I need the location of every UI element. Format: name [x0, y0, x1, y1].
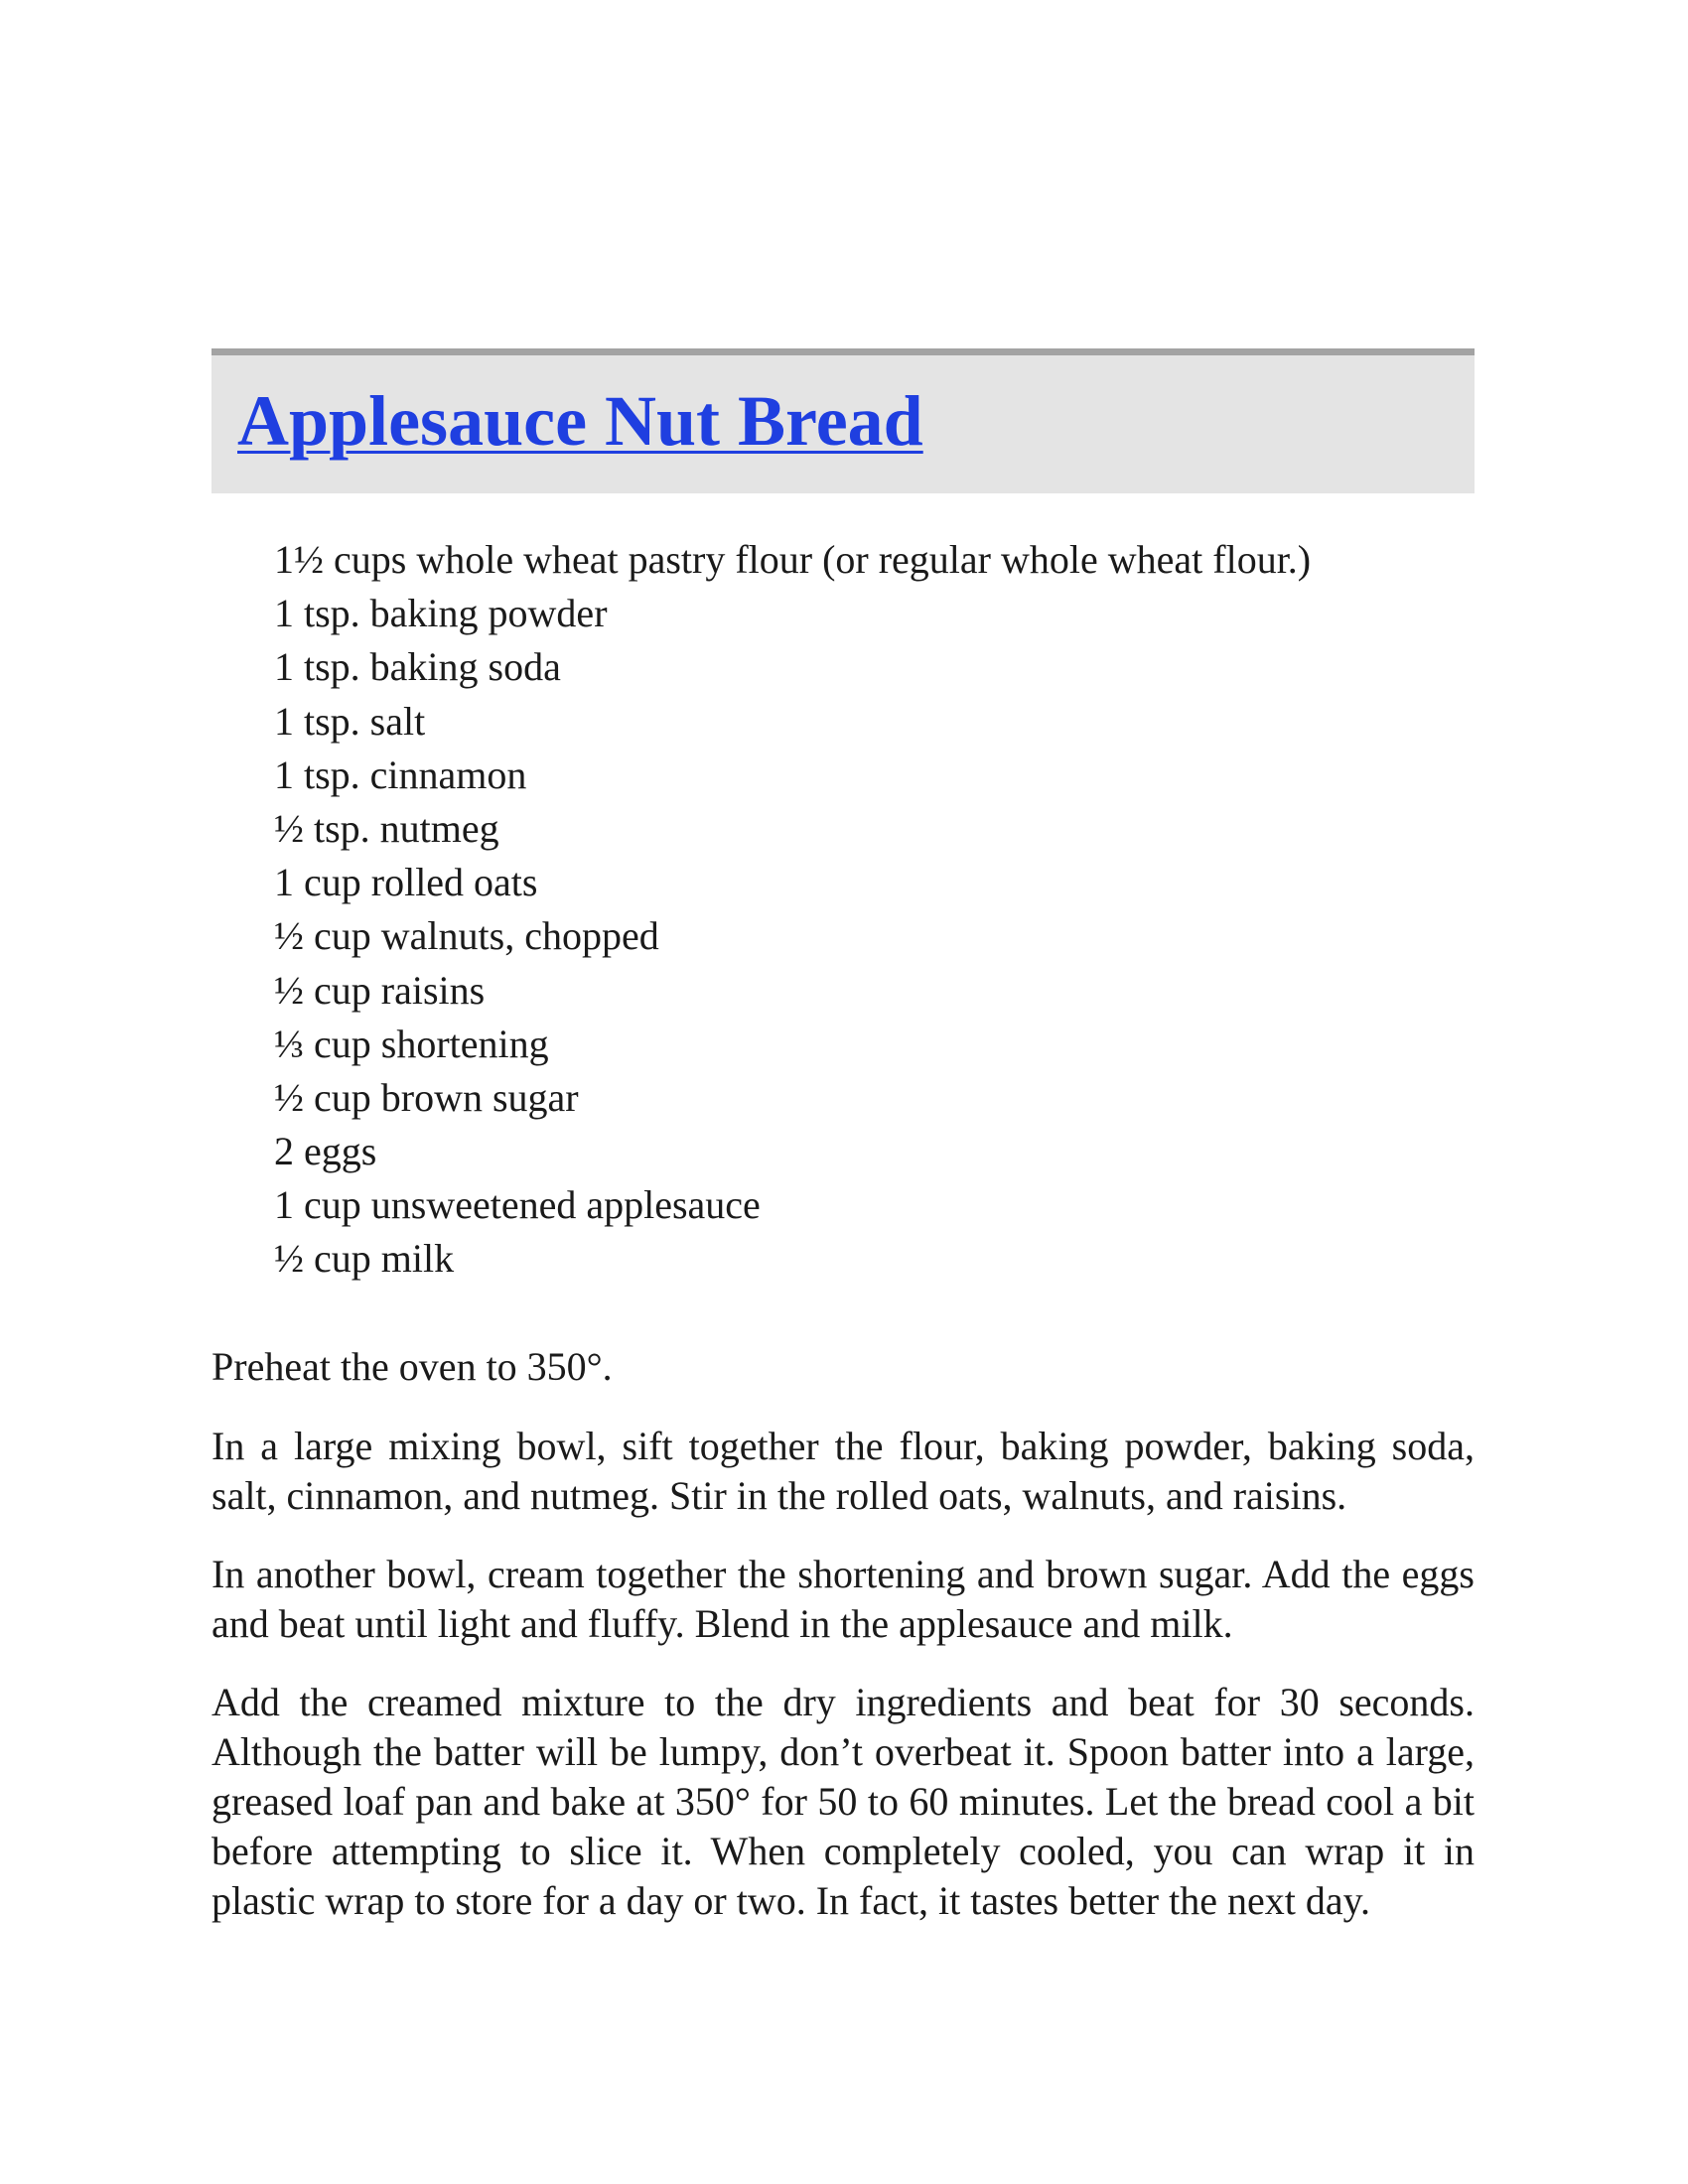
ingredient-list	[274, 533, 1311, 1287]
ingredient-item: 1½ cups whole wheat pastry flour (or regular whole wheat flour.)	[274, 537, 1312, 582]
ingredient-item: 1 tsp. salt	[274, 698, 426, 744]
instructions	[211, 1342, 1475, 1955]
ingredient-item: ½ cup milk	[274, 1236, 455, 1282]
ingredient-item: 1 cup unsweetened applesauce	[274, 1182, 761, 1228]
ingredient-item: 1 tsp. cinnamon	[274, 751, 527, 797]
ingredient-item: 1 tsp. baking soda	[274, 644, 561, 690]
instruction-step: In another bowl, cream together the shortening and brown sugar. Add the eggs and beat until light and fluffy. Blend in the applesauce and milk.	[211, 1552, 1475, 1646]
recipe-title-link[interactable]: Applesauce Nut Bread	[237, 381, 923, 461]
ingredient-item: ½ cup walnuts, chopped	[274, 913, 659, 959]
ingredient-item: 1 cup rolled oats	[274, 860, 538, 905]
ingredient-item: ⅓ cup shortening	[274, 1021, 549, 1066]
ingredient-item: ½ cup brown sugar	[274, 1074, 579, 1120]
ingredient-item: ½ tsp. nutmeg	[274, 805, 499, 851]
instruction-step: Preheat the oven to 350°.	[211, 1344, 613, 1389]
ingredient-item: 1 tsp. baking powder	[274, 591, 608, 636]
ingredient-item: 2 eggs	[274, 1129, 377, 1174]
instruction-step: Add the creamed mixture to the dry ingredients and beat for 30 seconds. Although the batter will be lumpy, don’t overbeat it. Spoon batter into a large, greased loaf pan and bake at 350° for 50 to 60 minutes. Let the bread cool a bit before attempting to slice it. When completely cooled, you can wrap it in plastic wrap to store for a day or two. In fact, it tastes better the next day.	[211, 1680, 1475, 1923]
ingredient-item: ½ cup raisins	[274, 967, 486, 1013]
instruction-step: In a large mixing bowl, sift together the flour, baking powder, baking soda, salt, cinnamon, and nutmeg. Stir in the rolled oats, walnuts, and raisins.	[211, 1424, 1475, 1518]
title-band	[211, 348, 1475, 493]
